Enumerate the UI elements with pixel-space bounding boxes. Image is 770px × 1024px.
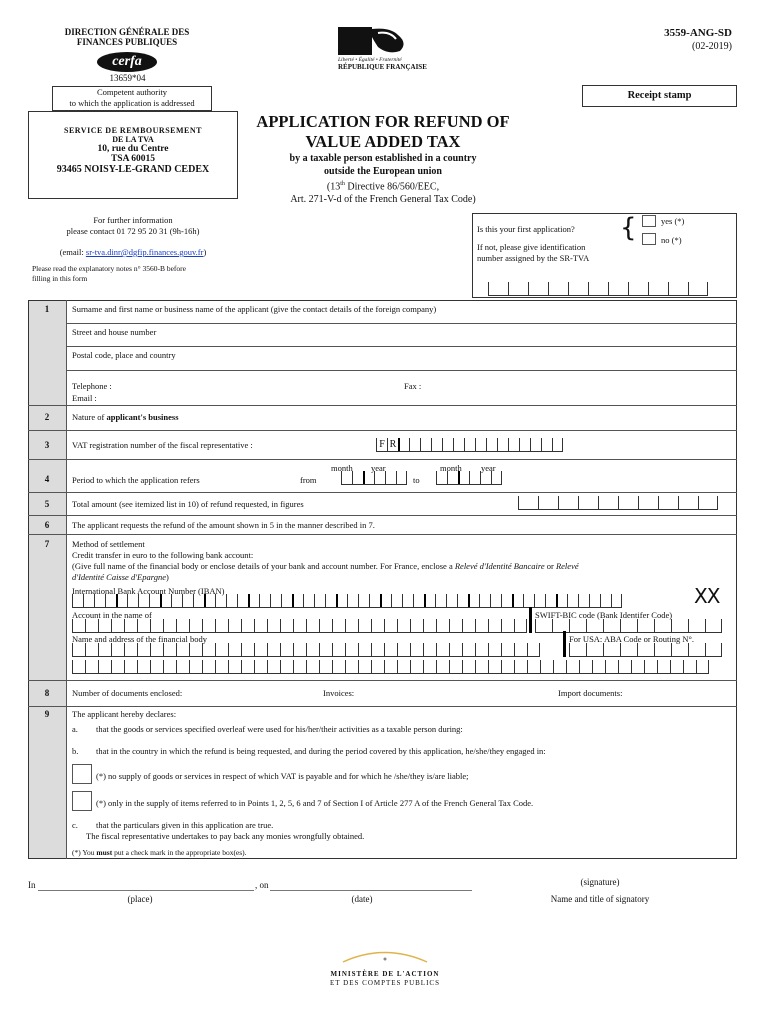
row-number-4: 4 xyxy=(44,474,50,484)
fiscal-representative-text: The fiscal representative undertakes to pay back any monies wrongfully obtained. xyxy=(86,831,365,841)
explanatory-notes: Please read the explanatory notes n° 3560-B before filling in this form xyxy=(32,264,186,283)
total-amount-label: Total amount (see itemized list in 10) of refund requested, in figures xyxy=(72,499,304,509)
divider-bar xyxy=(529,607,532,633)
contact-info: For further information please contact 01 72 95 20 31 (9h-16h) xyxy=(66,215,200,236)
documents-enclosed-label: Number of documents enclosed: xyxy=(72,688,183,698)
marianne-logo xyxy=(338,27,430,77)
row-number-7: 7 xyxy=(44,539,50,549)
row-number-6: 6 xyxy=(44,520,50,530)
first-application-question: Is this your first application? xyxy=(477,224,575,234)
period-label: Period to which the application refers xyxy=(72,475,200,485)
email-label: Email : xyxy=(72,393,97,403)
from-label: from xyxy=(300,475,317,485)
brace-icon: { xyxy=(620,213,637,243)
declaration-a-text: that the goods or services specified overleaf were used for his/her/their activities as a taxable person during: xyxy=(96,724,463,734)
divider-bar-2 xyxy=(563,631,566,657)
iban-cells[interactable] xyxy=(72,594,622,608)
fax-label: Fax : xyxy=(404,381,422,391)
cerfa-number: 13659*04 xyxy=(109,73,146,83)
import-documents-label: Import documents: xyxy=(558,688,623,698)
aba-label: For USA: ABA Code or Routing N°. xyxy=(569,634,695,644)
applicant-name-label: Surname and first name or business name of the applicant (give the contact details of the foreign company) xyxy=(72,304,437,314)
no-supply-text: (*) no supply of goods or services in respect of which VAT is payable and for which he /she/they is/are liable; xyxy=(96,771,469,781)
form-date: (02-2019) xyxy=(692,41,732,52)
vat-number-cells[interactable]: F R xyxy=(376,438,563,452)
yes-checkbox[interactable] xyxy=(642,215,656,227)
swift-label: SWIFT-BIC code (Bank Identifer Code) xyxy=(535,610,673,620)
aba-cells[interactable] xyxy=(569,643,722,657)
receipt-stamp: Receipt stamp xyxy=(582,85,737,107)
declaration-c-text: that the particulars given in this application are true. xyxy=(96,820,274,830)
from-month-label: month xyxy=(331,463,353,473)
competent-authority-label: Competent authority to which the application is addressed xyxy=(52,86,212,111)
declaration-a-marker: a. xyxy=(72,724,78,734)
account-name-label: Account in the name of xyxy=(72,610,152,620)
declaration-b-text: that in the country in which the refund is being requested, and during the period covered by this application, he/she/they engaged in: xyxy=(96,746,546,756)
form-title: APPLICATION FOR REFUND OF VALUE ADDED TAX xyxy=(256,112,510,151)
cerfa-logo: cerfa xyxy=(97,52,157,72)
row-number-2: 2 xyxy=(44,412,50,422)
directorate-title: DIRECTION GÉNÉRALE DES FINANCES PUBLIQUES xyxy=(64,27,190,47)
identification-label: If not, please give identification number assigned by the SR-TVA xyxy=(477,242,590,263)
place-label: (place) xyxy=(127,894,153,904)
signatory-title-label: Name and title of signatory xyxy=(550,894,650,904)
settlement-method-text: Method of settlement Credit transfer in euro to the following bank account: (Give full name of the financial body or enclose details of your bank and account number. For France, enclose a Relevé d'Identité Bancaire or Relevé d'Identité Caisse d'Epargne) xyxy=(72,539,579,582)
account-name-cells[interactable] xyxy=(72,619,527,633)
email-link[interactable]: sr-tva.dinr@dgfip.finances.gouv.fr xyxy=(85,247,204,257)
crossed-cells-icon: XX xyxy=(694,584,720,608)
only-supply-checkbox[interactable] xyxy=(72,791,92,811)
no-label: no (*) xyxy=(661,235,682,245)
row-number-8: 8 xyxy=(44,688,50,698)
row-number-9: 9 xyxy=(44,709,50,719)
vat-number-label: VAT registration number of the fiscal representative : xyxy=(72,440,253,450)
on-label: , on xyxy=(255,880,269,890)
ministry-arc-icon xyxy=(335,949,435,963)
signature-label: (signature) xyxy=(580,877,620,887)
from-year-label: year xyxy=(371,463,386,473)
declaration-c-marker: c. xyxy=(72,820,78,830)
republic-name: RÉPUBLIQUE FRANÇAISE xyxy=(338,63,427,71)
contact-email: (email: sr-tva.dinr@dgfip.finances.gouv.fr) xyxy=(59,247,207,257)
date-label: (date) xyxy=(351,894,373,904)
yes-label: yes (*) xyxy=(661,216,685,226)
identification-number-cells[interactable] xyxy=(488,282,708,296)
checkmark-note: (*) You must put a check mark in the appropriate box(es). xyxy=(72,848,247,857)
nature-of-business-label: Nature of applicant's business xyxy=(72,412,179,422)
no-supply-checkbox[interactable] xyxy=(72,764,92,784)
street-label: Street and house number xyxy=(72,327,157,337)
republic-motto: Liberté • Égalité • Fraternité xyxy=(338,57,402,63)
in-label: In xyxy=(28,880,36,890)
row-number-5: 5 xyxy=(44,499,50,509)
authority-address: SERVICE DE REMBOURSEMENT DE LA TVA 10, rue du Centre TSA 60015 93465 NOISY-LE-GRAND CEDEX xyxy=(28,111,238,199)
no-checkbox[interactable] xyxy=(642,233,656,245)
form-code: 3559-ANG-SD xyxy=(664,27,732,39)
period-to-cells[interactable] xyxy=(436,471,502,485)
declaration-label: The applicant hereby declares: xyxy=(72,709,177,719)
form-subtitle: by a taxable person established in a country outside the European union xyxy=(289,153,477,177)
only-supply-text: (*) only in the supply of items referred to in Points 1, 2, 5, 6 and 7 of Section I of Article 277 A of the French General Tax Code. xyxy=(96,798,534,808)
total-amount-cells[interactable] xyxy=(518,496,718,510)
bank-name-label: Name and address of the financial body xyxy=(72,634,208,644)
to-year-label: year xyxy=(481,463,496,473)
period-from-cells[interactable] xyxy=(341,471,407,485)
telephone-label: Telephone : xyxy=(72,381,112,391)
row-number-1: 1 xyxy=(44,304,50,314)
invoices-label: Invoices: xyxy=(323,688,355,698)
bank-name-cells-2[interactable] xyxy=(72,660,709,674)
to-label: to xyxy=(413,475,420,485)
to-month-label: month xyxy=(440,463,462,473)
bank-name-cells-1[interactable] xyxy=(72,643,540,657)
postal-code-label: Postal code, place and country xyxy=(72,350,176,360)
declaration-b-marker: b. xyxy=(72,746,79,756)
iban-label: International Bank Account Number (IBAN) xyxy=(72,586,225,596)
row-number-3: 3 xyxy=(44,440,50,450)
directive-reference: (13th Directive 86/560/EEC, Art. 271-V-d of the French General Tax Code) xyxy=(290,181,476,206)
ministry-name: MINISTÈRE DE L'ACTION ET DES COMPTES PUBLICS xyxy=(330,970,440,987)
refund-manner-label: The applicant requests the refund of the amount shown in 5 in the manner described in 7. xyxy=(72,520,375,530)
